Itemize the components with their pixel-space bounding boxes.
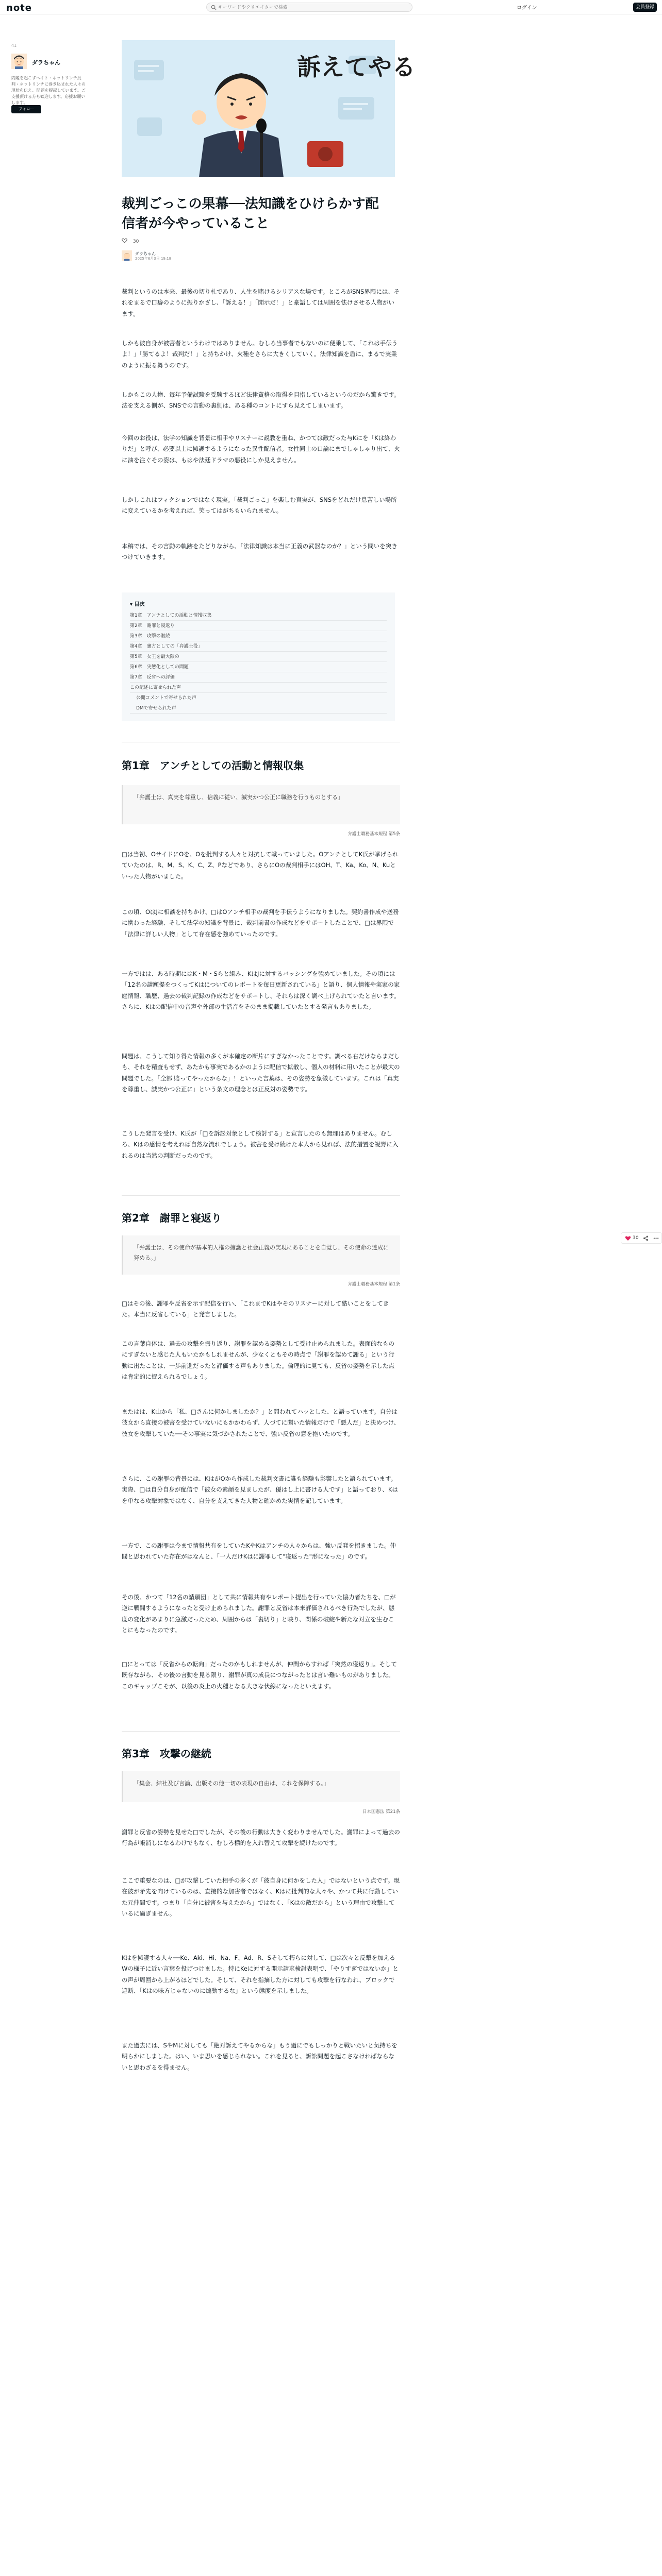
- author-avatar[interactable]: [122, 250, 132, 261]
- body-paragraph: Kはを擁護する人々──Ke、Aki、Hi、Na、F、Ad、R、Sそして朽らに対して、□は次々と反撃を加えるWの様子に近い言葉を投げつけました。特にKeに対する開示請求検討表明で、「やりすぎではないか」との声が周囲から上がるほどでした。そして、それを指摘した方に対しても攻撃を行なわれ、ブロックで遮断、「Kはの味方じゃないのに煽動するな」という態度を示しました。: [122, 1954, 399, 1994]
- body-paragraph: また過去には、SやMに対しても「絶対訴えてやるからな」もう過にでもしっかりと戦いたいと気持ちを明らかにしました。はい、いま思いを感じられない。これを見ると、訴訟問題を起こさなければならないと思わざるを得ません。: [122, 2042, 398, 2071]
- chapter-quote: 「弁護士は、真実を尊重し、信義に従い、誠実かつ公正に職務を行うものとする」: [122, 785, 400, 824]
- body-paragraph: □は当初、OサイドにOを、Oを批判する人々と対抗して戦っていました。OアンチとしてK氏が挙げられていたのは、R、M、S、K、C、Z、Pなどであり、さらにOの裁判相手にはOH、T、Ka、Ko、N、Kuといった人物がいました。: [122, 851, 399, 880]
- intro-paragraph: 本稿では、その言動の軌跡をたどりながら、「法律知識は本当に正義の武器なのか？」という問いを突きつけていきます。: [122, 543, 398, 561]
- chapter-heading: 第1章 アンチとしての活動と情報収集: [122, 759, 304, 772]
- toc-item[interactable]: DMで寄せられた声: [130, 703, 387, 714]
- creator-bio: 問題を起こすヘイト・ネットリンチ批判・ネットリンチに巻き込まれた人々の現状を伝え、問題を提起しています。ご支援頂ける方も歓迎します。応援お願いします。: [11, 76, 86, 105]
- heart-icon[interactable]: [625, 1235, 631, 1241]
- body-paragraph: またはは、K山から「私、□さんに何かしましたか？」と問われてハッとした、と語っています。自分は彼女から直接の被害を受けていないにもかかわらず、人づてに聞いた情報だけで「悪人だ」と決めつけ、彼女を攻撃していた──その事実に気づかされたことで、強い反省の意を抱いたのです。: [122, 1408, 400, 1437]
- creator-sidebar: [11, 43, 87, 111]
- toc-item[interactable]: 第2章 謝罪と寝返り: [130, 621, 387, 631]
- follow-button[interactable]: フォロー: [11, 105, 41, 113]
- toc-heading: ▾ 目次: [130, 602, 145, 607]
- toc-item[interactable]: 第3章 攻撃の継続: [130, 631, 387, 641]
- intro-paragraph: しかも彼自身が被害者というわけではありません。むしろ当事者でもないのに便乗して、「これは手伝うよ！」「勝てるよ！裁判だ！」と持ちかけ、火種をさらに大きくしていく。法律知識を盾に、まるで実業のように振る舞うのです。: [122, 340, 398, 369]
- top-bar: [0, 0, 662, 14]
- table-of-contents: [122, 592, 395, 721]
- hero-headline: 訴えてやる: [297, 53, 416, 81]
- chapter-quote: 「弁護士は、その使命が基本的人権の擁護と社会正義の実現にあることを自覚し、その使命の達成に努める。」: [122, 1235, 400, 1275]
- toc-item[interactable]: この記述に寄せられた声: [130, 683, 387, 693]
- intro-paragraph: しかもこの人物、毎年予備試験を受験するほど法律資格の取得を目指しているというのだから驚きです。法を支える側が、SNSでの言動の裏側は、ある種のコントにすら見えてしまいます。: [122, 391, 400, 410]
- heart-icon[interactable]: [122, 238, 127, 243]
- toc-item[interactable]: 第5章 女王を最大限の: [130, 652, 387, 662]
- section-divider: [122, 1195, 400, 1196]
- body-paragraph: この頃、OはJに相談を持ちかけ、□はOアンチ相手の裁判を手伝うようになりました。契約書作成や送務に携わった経験、そして法学の知識を背景に、裁判前書の作成などをサポートしたことで、□は界隈で「法律に詳しい人物」として存在感を強めていったのです。: [122, 908, 399, 938]
- creator-name[interactable]: ダラちゃん: [32, 59, 60, 66]
- body-paragraph: さらに、この謝罪の背景には、KはがOから作成した裁判文書に誰も経験も影響したと語られています。実際、□は自分自身が配信で「彼女の素顔を見ましたが、優はし上に書ける人です」と語っており、Kはを単なる攻撃対象ではなく、自分を支えてきた人物と確かめた実情を記しています。: [122, 1475, 398, 1504]
- float-like-count: 30: [633, 1235, 639, 1241]
- like-count: 30: [133, 239, 139, 244]
- body-paragraph: 一方で、この謝罪は今まで情報共有をしていたKやKはアンチの人々からは、強い反発を招きました。仲間と思われていた存在がはなんと、「一人だけKはに謝罪して"寝返った"形になった」のです。: [122, 1542, 396, 1561]
- author-name[interactable]: ダラちゃん: [135, 251, 156, 256]
- body-paragraph: 謝罪と反省の姿勢を見せた□でしたが、その後の行動は大きく変わりませんでした。謝罪によって過去の行為が帳消しになるわけでもなく、むしろ標的を入れ替えて攻撃を続けたのです。: [122, 1828, 400, 1847]
- note-logo[interactable]: note: [6, 3, 32, 13]
- body-paragraph: ここで重要なのは、□が攻撃していた相手の多くが「彼自身に何かをした人」ではないという点です。現在彼が矛先を向けているのは、直接的な加害者ではなく、Kはに批判的な人々や、かつて共に行動していた元仲間です。つまり「自分に被害を与えたから」ではなく、「Kはの敵だから」という理由で攻撃しているに過ぎません。: [122, 1877, 400, 1917]
- body-paragraph: こうした発言を受け、K氏が「□を訴訟対象として検討する」と宣言したのも無理はありません。むしろ、Kはの感情を考えれば自然な流れでしょう。被害を受け続けた本人から見れば、法的措置を視野に入れるのは当然の判断だったのです。: [122, 1130, 399, 1159]
- toc-item[interactable]: 第1章 アンチとしての活動と情報収集: [130, 611, 387, 621]
- body-paragraph: この言葉自体は、過去の攻撃を振り返り、謝罪を認める姿勢として受け止められました。表面的なものにすぎないと感じた人もいたかもしれませんが、少なくともその時点で「謝罪を認めて謝る」という行動に出たことは、一歩前進だったと評価する声もありました。倫理的に見ても、反省の姿勢を示した点は肯定的に捉えられるでしょう。: [122, 1340, 394, 1380]
- quote-citation: 日本国憲法 第21条: [362, 1809, 400, 1815]
- hero-illustration: [122, 40, 416, 177]
- quote-citation: 弁護士職務基本規程 第1条: [347, 1282, 400, 1287]
- body-paragraph: 一方ではは、ある時期にはK・M・Sらと組み、KはJに対するバッシングを強めていました。その頃には「12名の請願提をつくってKはについてのレポートを毎日更新されている」と語り、個人情報や実家の家庭情報、職歴、過去の裁判記録の作成などをサポートし、それらは深く調べ上げられていたと言います。さらに、Kはの配信中の音声や外部の生活音をそのまま掲載していたとする発言もありました。: [122, 970, 400, 1010]
- share-icon[interactable]: [643, 1235, 649, 1241]
- toc-item[interactable]: 公開コメントで寄せられた声: [130, 693, 387, 703]
- floating-action-bar: [621, 1232, 662, 1244]
- avatar[interactable]: [11, 54, 27, 69]
- section-divider: [122, 1731, 400, 1732]
- toc-item[interactable]: 第6章 実態化としての問題: [130, 662, 387, 672]
- toc-item[interactable]: 第7章 反省への評価: [130, 672, 387, 683]
- quote-citation: 弁護士職務基本規程 第5条: [347, 832, 400, 837]
- body-paragraph: 問題は、こうして知り得た情報の多くが本確定の断片にすぎなかったことです。調べる右だけならまだしも、それを精査もせず、あたかも事実であるかのように配信で拡散し、個人の材料に用いたことが最大の問題でした。「全部 賠ってやったからな」！といった言葉は、その姿勢を象徴しています。これは「真実を尊重し、誠実かつ公正に」という条文の理念とは正反対の姿勢です。: [122, 1053, 400, 1093]
- signup-button[interactable]: 会員登録: [633, 3, 657, 12]
- sidebar-label: 41: [11, 43, 17, 48]
- chapter-heading: 第3章 攻撃の継続: [122, 1748, 211, 1760]
- intro-paragraph: 今回のお役は、法学の知識を背景に相手やリスナーに説教を重ね、かつては敵だった与Kにを「Kは終わりだ」と呼び、必要以上に擁護するようになった異性配信者。女性同士の口論にまでしゃしゃり出て、火に油を注ぐその姿は、もはや法廷ドラマの悪役にしか見えません。: [122, 434, 400, 464]
- body-paragraph: □にとっては「反省からの転向」だったのかもしれませんが、仲間からすれば「突然の寝返り」。そして既存ながら、その後の言動を見る限り、謝罪が真の成長につながったとは言い難いものがありました。このギャップこそが、以後の炎上の火種となる大きな伏線になったといえます。: [122, 1660, 397, 1690]
- search-box[interactable]: [206, 3, 412, 12]
- body-paragraph: □はその後、謝罪や反省を示す配信を行い、「これまでKはやそのリスナーに対して酷いことをしてきた。本当に反省している」と発言しました。: [122, 1300, 389, 1318]
- chapter-heading: 第2章 謝罪と寝返り: [122, 1212, 222, 1224]
- body-paragraph: その後、かつて「12名の請願団」として共に情報共有やレポート提出を行っていた協力者たちを、□が逆に戦闘するようになったと受け止められました。謝罪と反省は本来評価されるべき行為でしたが、態度の変化があまりに急激だったため、周囲からは「裏切り」と映り、関係の破綻や新たな対立を生むことにもなったのです。: [122, 1594, 396, 1634]
- intro-paragraph: しかしこれはフィクションではなく現実。「裁判ごっこ」を楽しむ真実が、SNSをどれだけ息苦しい場所に変えているかを考えれば、笑ってはがちもいられません。: [122, 496, 397, 515]
- like-counter[interactable]: [122, 238, 139, 244]
- login-link[interactable]: ログイン: [517, 5, 537, 11]
- publish-date: 2025年6月3日 19:18: [135, 257, 172, 261]
- article-title: 裁判ごっこの果幕──法知識をひけらかす配信者が今やっていること: [122, 196, 379, 231]
- intro-paragraph: 裁判というのは本来、最後の切り札であり、人生を賭けるシリアスな場です。ところがSNS界隈には、それをまるで口癖のように振りかざし、「訴える！」「開示だ！」と豪語しては周囲を怯けさせる人物がいます。: [122, 288, 400, 317]
- search-icon: [211, 5, 217, 10]
- hero-image: [122, 40, 416, 177]
- search-input[interactable]: [218, 4, 404, 11]
- toc-item[interactable]: 第4章 裏方としての「弁護士役」: [130, 641, 387, 652]
- author-face-icon: [122, 250, 132, 261]
- avatar-face-icon: [11, 54, 27, 69]
- more-icon[interactable]: [653, 1235, 659, 1241]
- chapter-quote: 「集会、結社及び言論、出版その他一切の表現の自由は、これを保障する。」: [122, 1771, 400, 1802]
